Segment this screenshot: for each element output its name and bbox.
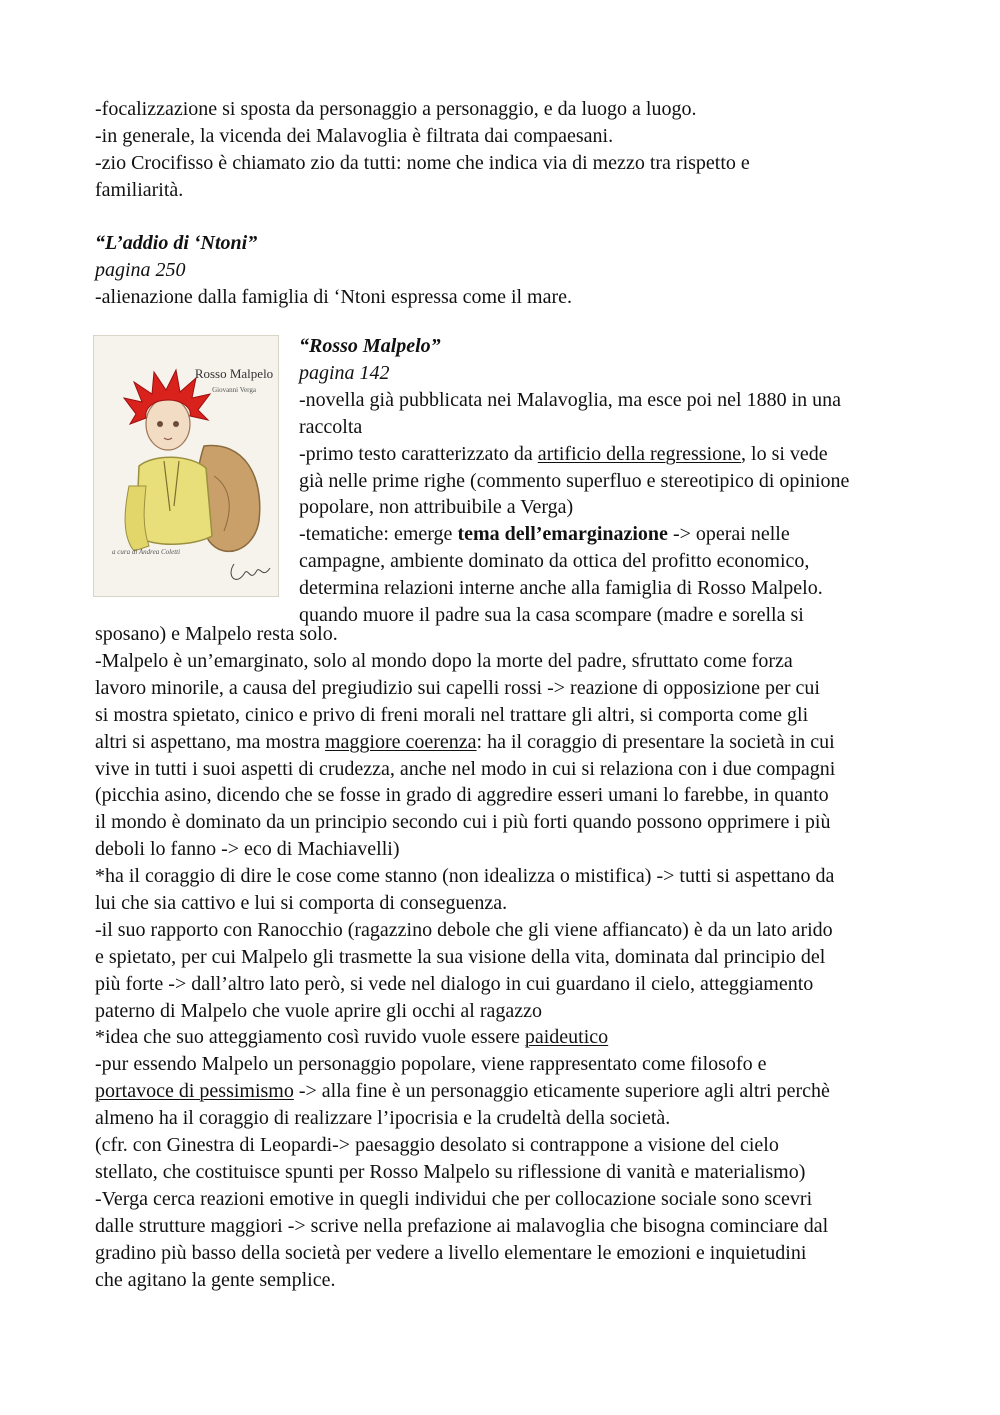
body-line-17: -pur essendo Malpelo un personaggio popolare, viene rappresentato come filosofo e <box>95 1053 767 1076</box>
malpelo-section <box>95 333 907 629</box>
body-line-15: paterno di Malpelo che vuole aprire gli occhi al ragazzo <box>95 999 543 1022</box>
underlined-portavoce: portavoce di pessimismo <box>95 1080 294 1103</box>
body-line-20: (cfr. con Ginestra di Leopardi-> paesaggio desolato si contrappone a visione del cielo <box>95 1134 779 1157</box>
body-line-4: si mostra spietato, cinico e privo di freni morali nel trattare gli altri, si comporta come gli <box>95 703 809 726</box>
ntoni-line: -alienazione dalla famiglia di ‘Ntoni espressa come il mare. <box>95 286 573 309</box>
malpelo-line-7: campagne, ambiente dominato da ottica del profitto economico, <box>299 550 810 573</box>
malpelo-line-9: quando muore il padre sua la casa scompare (madre e sorella si <box>299 604 804 627</box>
malpelo-line-3: -primo testo caratterizzato da artificio della regressione, lo si vede <box>299 442 828 465</box>
malpelo-line-8: determina relazioni interne anche alla famiglia di Rosso Malpelo. <box>299 577 823 600</box>
malpelo-line-6: -tematiche: emerge tema dell’emarginazione -> operai nelle <box>299 523 790 546</box>
cover-title: Rosso Malpelo <box>194 366 274 382</box>
bold-tema: tema dell’emarginazione <box>457 523 668 546</box>
ntoni-page: pagina 250 <box>95 259 186 282</box>
body-line-7: (picchia asino, dicendo che se fosse in grado di aggredire esseri umani lo farebbe, in quanto <box>95 784 829 807</box>
body-line-22: -Verga cerca reazioni emotive in quegli individui che per collocazione sociale sono scevri <box>95 1187 813 1210</box>
body-line-11: lui che sia cattivo e lui si comporta di conseguenza. <box>95 892 508 915</box>
body-line-13: e spietato, per cui Malpelo gli trasmette la sua visione della vita, dominata dal principio del <box>95 945 826 968</box>
ntoni-title: “L’addio di ‘Ntoni” <box>95 232 258 255</box>
intro-line-1: -focalizzazione si sposta da personaggio a personaggio, e da luogo a luogo. <box>95 98 697 120</box>
book-cover-illustration <box>94 336 279 597</box>
body-line-23: dalle strutture maggiori -> scrive nella prefazione ai malavoglia che bisogna cominciare dal <box>95 1214 829 1237</box>
body-line-14: più forte -> dall’altro lato però, si vede nel dialogo in cui guardano il cielo, atteggiamento <box>95 972 814 995</box>
malpelo-line-5: popolare, non attribuibile a Verga) <box>299 496 574 519</box>
intro-line-4: familiarità. <box>95 178 184 201</box>
body-line-25: che agitano la gente semplice. <box>95 1268 336 1291</box>
cover-editor: a cura di Andrea Coletti <box>112 548 181 557</box>
body-line-8: il mondo è dominato da un principio secondo cui i più forti quando possono opprimere i più <box>95 811 831 834</box>
underlined-coerenza: maggiore coerenza <box>324 730 477 753</box>
body-line-6: vive in tutti i suoi aspetti di crudezza, anche nel modo in cui si relaziona con i due compagni <box>95 757 836 780</box>
body-line-16: *idea che suo atteggiamento così ruvido vuole essere paideutico <box>95 1026 609 1049</box>
body-line-12: -il suo rapporto con Ranocchio (ragazzino debole che gli viene affiancato) è da un lato arido <box>95 918 833 941</box>
malpelo-line-1: -novella già pubblicata nei Malavoglia, ma esce poi nel 1880 in una <box>299 388 842 411</box>
body-line-24: gradino più basso della società per vedere a livello elementare le emozioni e inquietudini <box>95 1241 807 1264</box>
body-line-1: sposano) e Malpelo resta solo. <box>95 623 338 646</box>
body-line-21: stellato, che costituisce spunti per Rosso Malpelo su riflessione di vanità e materialismo) <box>95 1160 806 1183</box>
cover-author: Giovanni Verga <box>212 386 256 395</box>
document-page <box>95 96 907 1293</box>
intro-line-3: -zio Crocifisso è chiamato zio da tutti: nome che indica via di mezzo tra rispetto e <box>95 151 750 174</box>
body-line-9: deboli lo fanno -> eco di Machiavelli) <box>95 838 400 861</box>
malpelo-page: pagina 142 <box>299 362 390 385</box>
malpelo-title: “Rosso Malpelo” <box>299 335 441 358</box>
body-line-2: -Malpelo è un’emarginato, solo al mondo dopo la morte del padre, sfruttato come forza <box>95 650 793 673</box>
malpelo-line-2: raccolta <box>299 415 363 438</box>
body-line-19: almeno ha il coraggio di realizzare l’ipocrisia e la crudeltà della società. <box>95 1107 671 1130</box>
underlined-artificio: artificio della regressione <box>537 442 742 465</box>
malpelo-side-text <box>299 333 909 629</box>
body-line-10: *ha il coraggio di dire le cose come stanno (non idealizza o mistifica) -> tutti si aspettano da <box>95 865 835 888</box>
body-line-5: altri si aspettano, ma mostra maggiore coerenza: ha il coraggio di presentare la società in cui <box>95 730 835 753</box>
underlined-paideutico: paideutico <box>524 1026 609 1049</box>
intro-line-2: -in generale, la vicenda dei Malavoglia è filtrata dai compaesani. <box>95 124 614 147</box>
body-line-3: lavoro minorile, a causa del pregiudizio sui capelli rossi -> reazione di opposizione per cui <box>95 676 820 699</box>
malpelo-line-4: già nelle prime righe (commento superfluo e stereotipico di opinione <box>299 469 850 492</box>
book-cover-image <box>93 335 279 597</box>
body-line-18: portavoce di pessimismo -> alla fine è un personaggio eticamente superiore agli altri perchè <box>95 1080 830 1103</box>
